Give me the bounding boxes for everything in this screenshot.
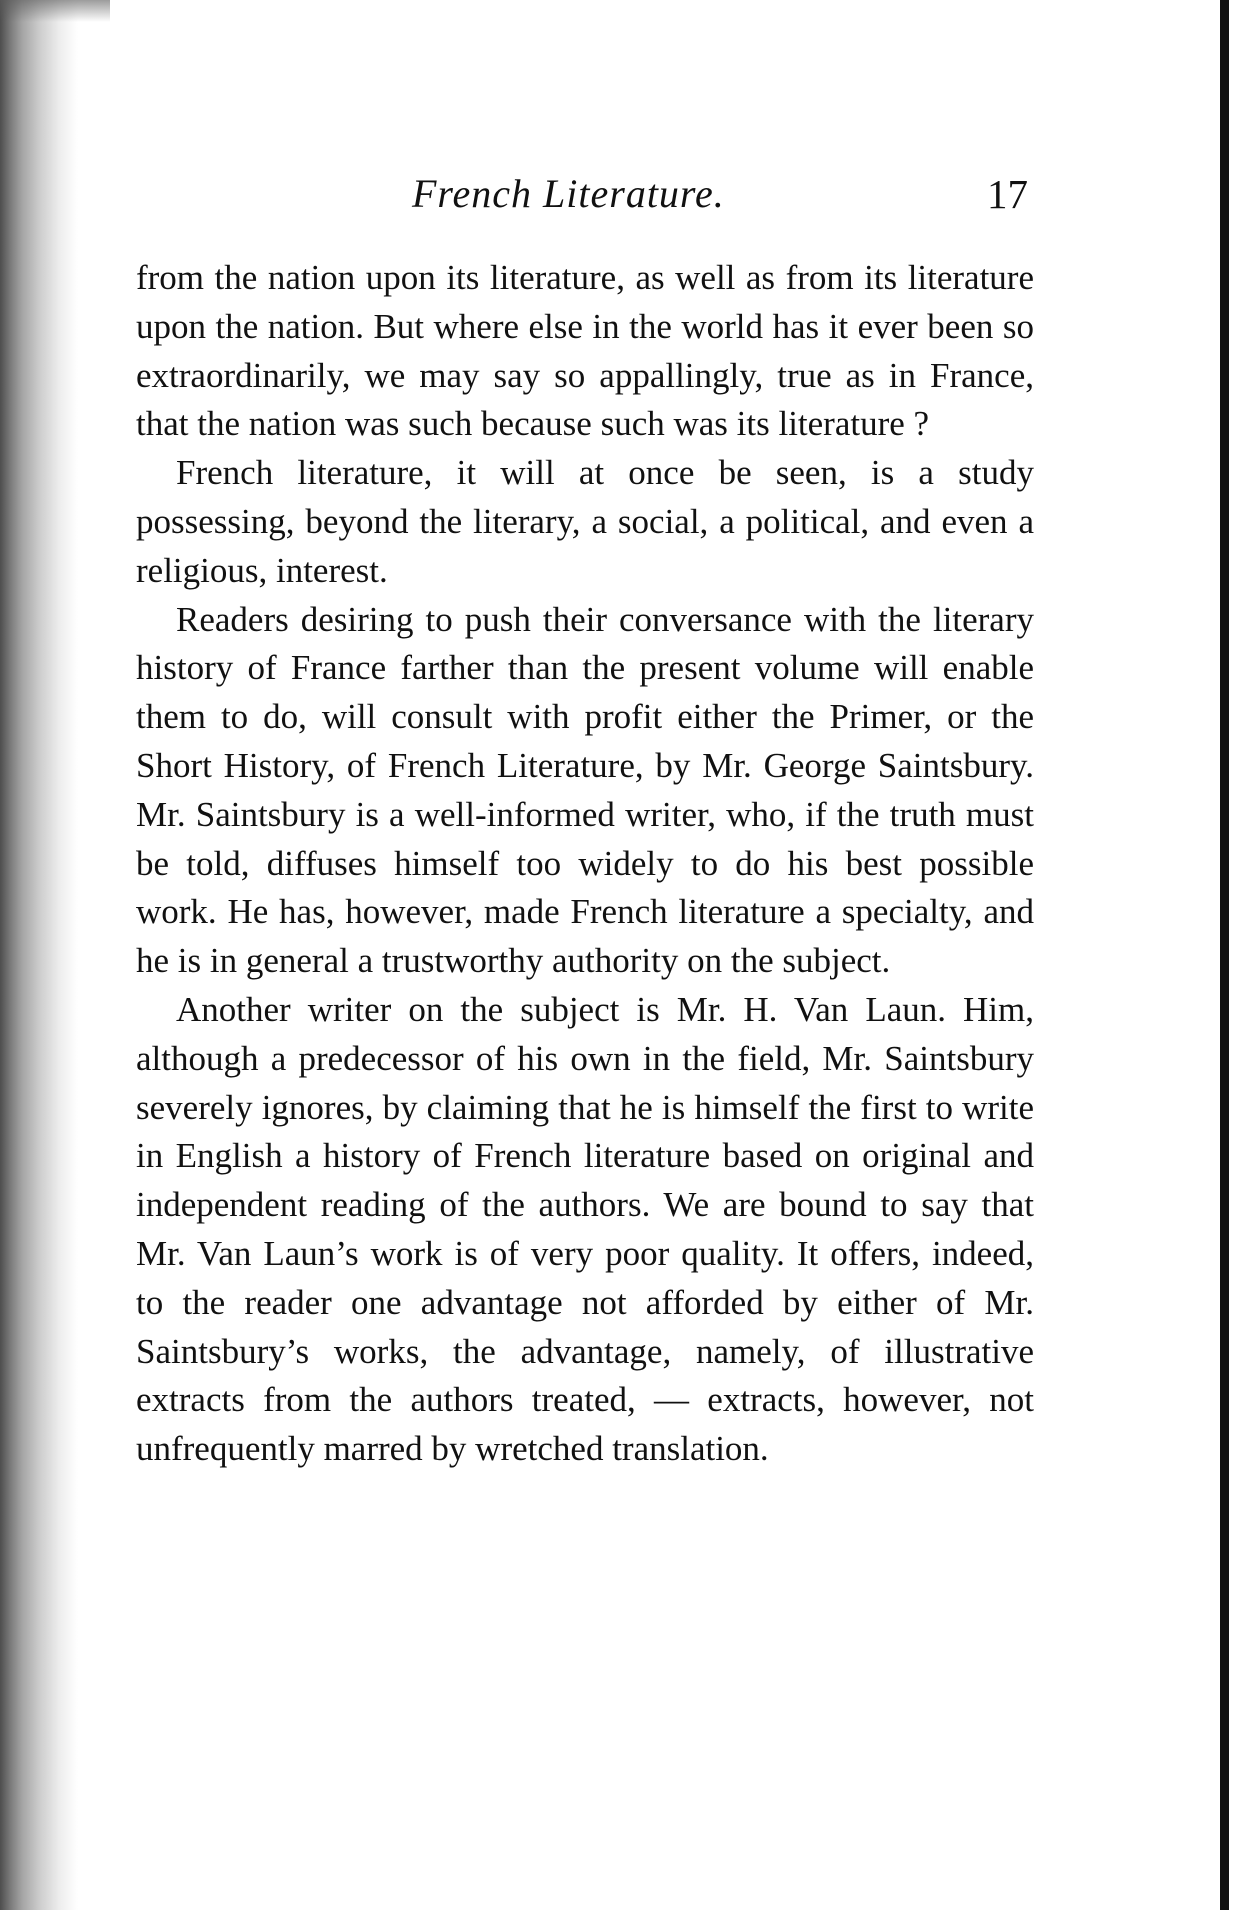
page-edge-line xyxy=(1220,0,1229,1910)
page-number: 17 xyxy=(987,171,1028,217)
running-title: French Literature. xyxy=(412,171,725,216)
binding-shadow xyxy=(0,0,78,1910)
paragraph-van-laun: Another writer on the subject is Mr. H. Van Laun. Him, although a predecessor of his own in the field, Mr. Saintsbury severely ignores, by claiming that he is himself the first to write in English a history of French literature based on original and independent reading of the authors. We are bound to say that Mr. Van Laun’s work is of very poor quality. It offers, indeed, to the reader one advantage not afforded by either of Mr. Saintsbury’s works, the advantage, namely, of illustrative extracts from the authors treated, — extracts, however, not unfrequently marred by wretched translation. xyxy=(136,989,1034,1469)
running-head xyxy=(136,170,1034,232)
paragraph-continuation: from the nation upon its literature, as well as from its literature upon the nation. But where else in the world has it ever been so extraordinarily, we may say so appallingly, true as in France, that the nation was such because such was its literature ? xyxy=(136,258,1034,444)
paragraph-saintsbury: Readers desiring to push their conversance with the literary history of France farther than the present volume will enable them to do, will consult with profit either the Primer, or the Short History, of French Literature, by Mr. George Saintsbury. Mr. Saintsbury is a well-informed writer, who, if the truth must be told, diffuses himself too widely to do his best possible work. He has, however, made French literature a specialty, and he is in general a trustworthy authority on the subject. xyxy=(136,599,1034,981)
paragraph-interest: French literature, it will at once be seen, is a study possessing, beyond the literary, a social, a political, and even a religious, interest. xyxy=(136,453,1034,590)
book-page xyxy=(136,170,1034,1474)
binding-corner-shadow xyxy=(0,0,110,22)
